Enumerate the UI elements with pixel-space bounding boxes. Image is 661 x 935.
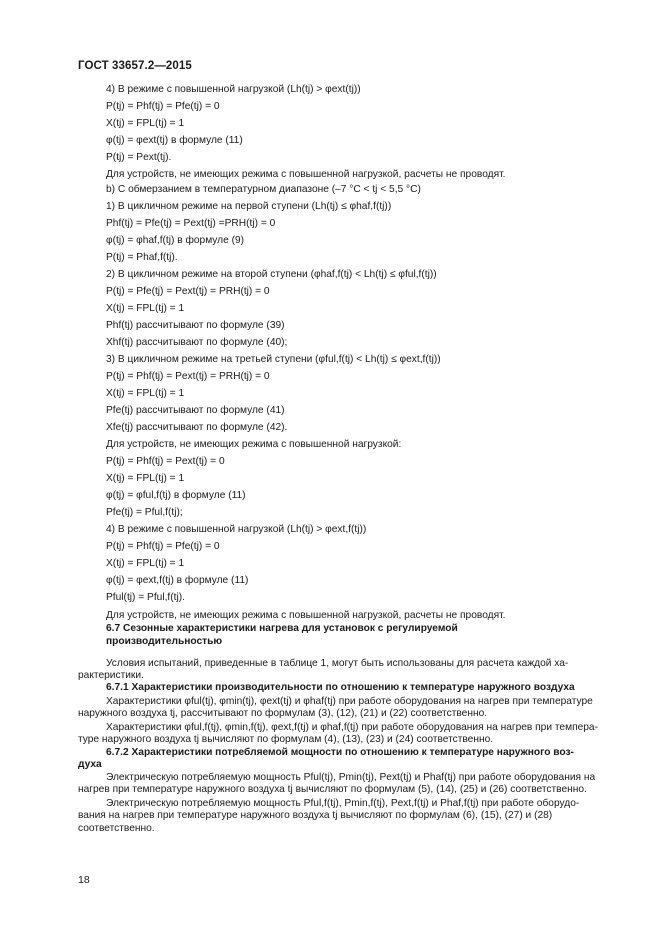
formula-line: P(tj) = Phaf,f(tj). bbox=[106, 252, 178, 263]
formula-line: Xfe(tj) рассчитывают по формуле (42). bbox=[106, 422, 288, 433]
section-6-7-1-para1: Характеристики φful(tj), φmin(tj), φext(tj) и φhaf(tj) при работе оборудования на нагрев при температуре bbox=[106, 696, 593, 707]
formula-line: φ(tj) = φext(tj) в формуле (11) bbox=[106, 135, 243, 146]
formula-line: X(tj) = FPL(tj) = 1 bbox=[106, 558, 185, 569]
section-6-7-2-title-cont: духа bbox=[78, 759, 102, 770]
formula-line: 2) В цикличном режиме на второй ступени (φhaf,f(tj) < Lh(tj) ≤ φful,f(tj)) bbox=[106, 269, 437, 280]
formula-line: X(tj) = FPL(tj) = 1 bbox=[106, 118, 185, 129]
section-6-7-1-para2: Характеристики φful,f(tj), φmin,f(tj), φext,f(tj) и φhaf,f(tj) при работе оборудования на нагрев при темпера- bbox=[106, 722, 598, 733]
formula-line: Phf(tj) = Pfe(tj) = Pext(tj) =PRH(tj) = 0 bbox=[106, 218, 276, 229]
formula-line: P(tj) = Phf(tj) = Pext(tj) = PRH(tj) = 0 bbox=[106, 371, 270, 382]
formula-line: P(tj) = Phf(tj) = Pfe(tj) = 0 bbox=[106, 541, 220, 552]
formula-line: Для устройств, не имеющих режима с повышенной нагрузкой, расчеты не проводят. bbox=[106, 169, 506, 180]
formula-line: φ(tj) = φful,f(tj) в формуле (11) bbox=[106, 490, 246, 501]
formula-line: Pful(tj) = Pful,f(tj). bbox=[106, 592, 185, 603]
formula-line: Pfe(tj) рассчитывают по формуле (41) bbox=[106, 405, 285, 416]
formula-line: Для устройств, не имеющих режима с повышенной нагрузкой: bbox=[106, 439, 402, 450]
formula-line: 3) В цикличном режиме на третьей ступени (φful,f(tj) < Lh(tj) ≤ φext,f(tj)) bbox=[106, 354, 441, 365]
section-6-7-2-para2-cont: вания на нагрев при температуре наружного воздуха tj вычисляют по формулам (6), (15), (27) и (28) bbox=[78, 810, 553, 821]
section-6-7-2-para2: Электрическую потребляемую мощность Pful,f(tj), Pmin,f(tj), Pext,f(tj) и Phaf,f(tj) при работе оборудо- bbox=[106, 798, 580, 809]
formula-line: P(tj) = Pext(tj). bbox=[106, 152, 172, 163]
formula-line: Для устройств, не имеющих режима с повышенной нагрузкой, расчеты не проводят. bbox=[106, 610, 506, 621]
formula-line: P(tj) = Pfe(tj) = Pext(tj) = PRH(tj) = 0 bbox=[106, 286, 270, 297]
section-6-7-2-para2-end: соответственно. bbox=[78, 823, 155, 834]
section-6-7-2-para1-cont: нагрев при температуре наружного воздуха tj вычисляют по формулам (5), (14), (25) и (26) соответственно. bbox=[78, 784, 587, 795]
formula-line: Pfe(tj) = Pful,f(tj); bbox=[106, 507, 183, 518]
formula-line: X(tj) = FPL(tj) = 1 bbox=[106, 303, 185, 314]
section-6-7-1-title: 6.7.1 Характеристики производительности по отношению к температуре наружного воздуха bbox=[106, 682, 575, 693]
section-6-7-title: 6.7 Сезонные характеристики нагрева для установок с регулируемой bbox=[106, 623, 458, 634]
section-6-7-title-cont: производительностью bbox=[106, 636, 223, 647]
formula-line: P(tj) = Phf(tj) = Pext(tj) = 0 bbox=[106, 456, 225, 467]
page-number: 18 bbox=[78, 874, 90, 886]
section-6-7-2-para1: Электрическую потребляемую мощность Pful(tj), Pmin(tj), Pext(tj) и Phaf(tj) при работе оборудования на bbox=[106, 772, 596, 783]
formula-line: Xhf(tj) рассчитывают по формуле (40); bbox=[106, 337, 288, 348]
formula-line: 4) В режиме с повышенной нагрузкой (Lh(tj) > φext(tj)) bbox=[106, 84, 361, 95]
document-header: ГОСТ 33657.2—2015 bbox=[78, 60, 192, 72]
formula-line: b) С обмерзанием в температурном диапазоне (–7 °С < tj < 5,5 °С) bbox=[106, 184, 421, 195]
formula-line: P(tj) = Phf(tj) = Pfe(tj) = 0 bbox=[106, 101, 220, 112]
formula-line: φ(tj) = φext,f(tj) в формуле (11) bbox=[106, 575, 249, 586]
formula-line: Phf(tj) рассчитывают по формуле (39) bbox=[106, 320, 285, 331]
formula-line: φ(tj) = φhaf,f(tj) в формуле (9) bbox=[106, 235, 245, 246]
formula-line: X(tj) = FPL(tj) = 1 bbox=[106, 473, 185, 484]
formula-line: 4) В режиме с повышенной нагрузкой (Lh(tj) > φext,f(tj)) bbox=[106, 524, 367, 535]
section-6-7-1-para2-cont: туре наружного воздуха tj вычисляют по формулам (4), (13), (23) и (24) соответственно. bbox=[78, 734, 494, 745]
formula-line: X(tj) = FPL(tj) = 1 bbox=[106, 388, 185, 399]
section-6-7-2-title: 6.7.2 Характеристики потребляемой мощности по отношению к температуре наружного воз- bbox=[106, 747, 574, 758]
formula-line: 1) В цикличном режиме на первой ступени (Lh(tj) ≤ φhaf,f(tj)) bbox=[106, 201, 392, 212]
section-6-7-para-cont: рактеристики. bbox=[78, 670, 144, 681]
section-6-7-para: Условия испытаний, приведенные в таблице 1, могут быть использованы для расчета каждой ха- bbox=[106, 658, 569, 669]
section-6-7-1-para1-cont: наружного воздуха tj, рассчитывают по формулам (3), (12), (21) и (22) соответственно. bbox=[78, 708, 488, 719]
